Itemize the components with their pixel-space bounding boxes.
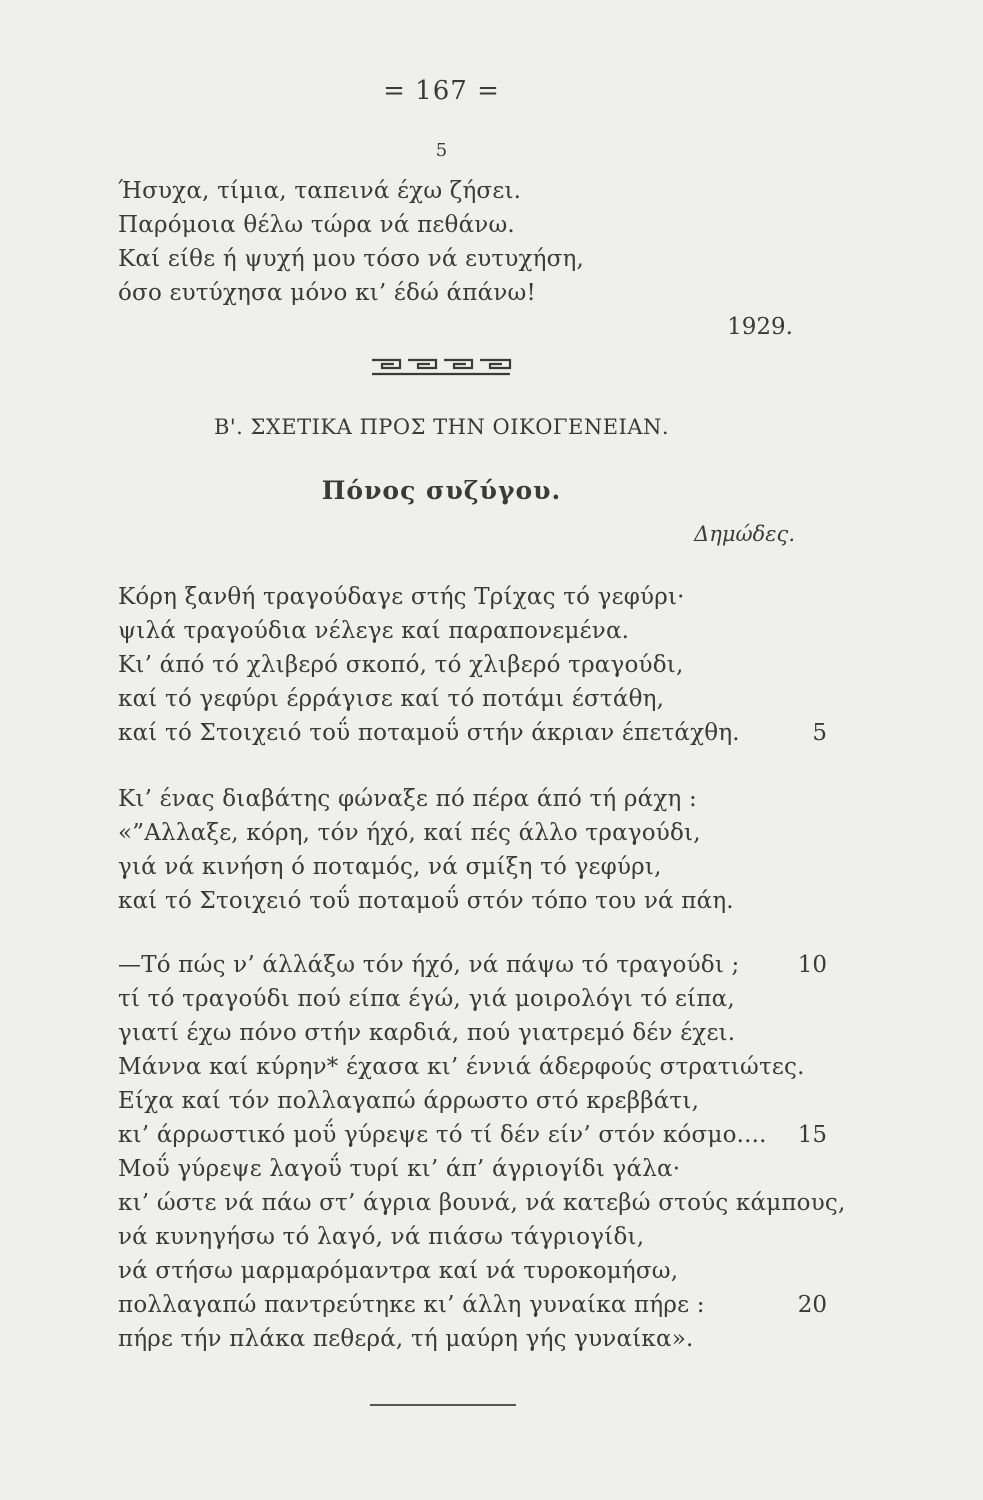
stanza-number: 5 [435,140,448,161]
poem-line: τί τό τραγούδι πού είπα έγώ, γιά μοιρολόγι τό είπα, [118,986,735,1012]
poem-line: γιατί έχω πόνο στήν καρδιά, πού γιατρεμό δέν έχει. [118,1020,736,1046]
line-number: 20 [797,1292,827,1318]
line-number: 15 [797,1122,827,1148]
poem-line: πήρε τήν πλάκα πεθερά, τή μαύρη γής γυναίκα». [118,1326,694,1352]
prev-poem-line: Παρόμοια θέλω τώρα νά πεθάνω. [118,212,515,238]
poem-line: Είχα καί τόν πολλαγαπώ άρρωστο στό κρεββάτι, [118,1088,700,1114]
end-rule [370,1404,516,1406]
line-number: 5 [812,720,827,746]
poem-line: νά στήσω μαρμαρόμαντρα καί νά τυροκομήσω, [118,1258,679,1284]
poem-title: Πόνος συζύγου. [321,476,562,505]
prev-poem-line: όσο ευτύχησα μόνο κι’ έδώ άπάνω! [118,280,536,306]
poem-line: κι’ ώστε νά πάω στ’ άγρια βουνά, νά κατεβώ στούς κάμπους, [118,1190,846,1216]
poem-source: Δημώδες. [694,522,795,546]
poem-line: «”Αλλαξε, κόρη, τόν ήχό, καί πές άλλο τραγούδι, [118,820,701,846]
poem-line: Κι’ άπό τό χλιβερό σκοπό, τό χλιβερό τραγούδι, [118,652,684,678]
greek-key-ornament-icon [370,356,513,378]
poem-line: Μοΰ γύρεψε λαγοΰ τυρί κι’ άπ’ άγριογίδι γάλα· [118,1156,681,1182]
poem-line: —Τό πώς ν’ άλλάξω τόν ήχό, νά πάψω τό τραγούδι ; [118,952,740,978]
poem-line: Κι’ ένας διαβάτης φώναξε πό πέρα άπό τή ράχη : [118,786,697,812]
poem-line: γιά νά κινήση ό ποταμός, νά σμίξη τό γεφύρι, [118,854,662,880]
poem-date: 1929. [727,314,793,340]
prev-poem-line: Καί είθε ή ψυχή μου τόσο νά ευτυχήση, [118,246,585,272]
poem-line: καί τό Στοιχειό τοΰ ποταμοΰ στήν άκριαν έπετάχθη. [118,720,740,746]
prev-poem-line: Ήσυχα, τίμια, ταπεινά έχω ζήσει. [118,178,522,204]
line-number: 10 [797,952,827,978]
poem-line: Κόρη ξανθή τραγούδαγε στής Τρίχας τό γεφύρι· [118,584,685,610]
poem-line: ψιλά τραγούδια νέλεγε καί παραπονεμένα. [118,618,630,644]
poem-line: κι’ άρρωστικό μοΰ γύρεψε τό τί δέν είν’ στόν κόσμο.... [118,1122,767,1148]
poem-line: καί τό Στοιχειό τοΰ ποταμοΰ στόν τόπο του νά πάη. [118,888,734,914]
page-number: = 167 = [383,76,500,106]
poem-line: Μάννα καί κύρην* έχασα κι’ έννιά άδερφούς στρατιώτες. [118,1054,805,1080]
poem-line: καί τό γεφύρι έρράγισε καί τό ποτάμι έστάθη, [118,686,665,712]
poem-line: πολλαγαπώ παντρεύτηκε κι’ άλλη γυναίκα πήρε : [118,1292,705,1318]
section-heading: Β'. ΣΧΕΤΙΚΑ ΠΡΟΣ ΤΗΝ ΟΙΚΟΓΕΝΕΙΑΝ. [213,415,670,439]
poem-line: νά κυνηγήσω τό λαγό, νά πιάσω τάγριογίδι, [118,1224,645,1250]
